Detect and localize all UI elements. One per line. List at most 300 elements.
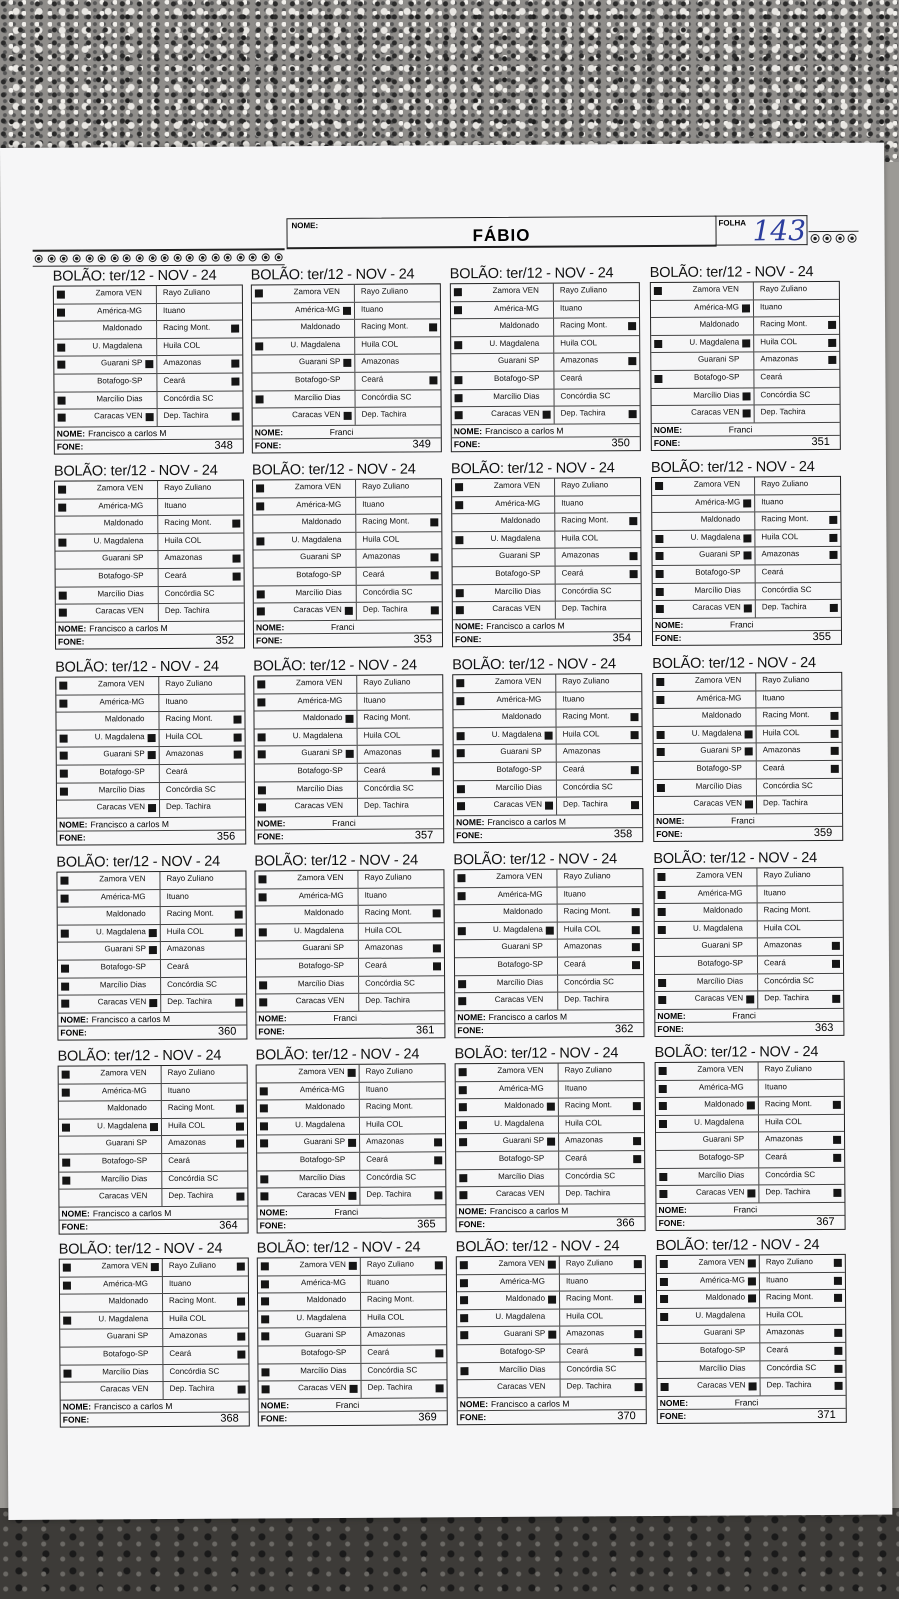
home-team-cell[interactable] bbox=[451, 319, 554, 336]
home-team-cell[interactable] bbox=[57, 872, 160, 889]
away-team-cell[interactable] bbox=[160, 729, 245, 746]
away-team-cell[interactable] bbox=[360, 1170, 445, 1187]
home-team-cell[interactable] bbox=[456, 1116, 559, 1133]
away-team-cell[interactable] bbox=[162, 1136, 247, 1153]
home-team-cell[interactable] bbox=[455, 922, 558, 939]
home-team-cell[interactable] bbox=[55, 409, 158, 426]
home-team-cell[interactable] bbox=[657, 1326, 760, 1343]
away-team-cell[interactable] bbox=[358, 728, 443, 745]
away-team-cell[interactable] bbox=[757, 778, 842, 795]
away-team-cell[interactable] bbox=[759, 1150, 844, 1167]
home-team-cell[interactable] bbox=[652, 548, 755, 565]
away-team-cell[interactable] bbox=[556, 674, 641, 691]
away-team-cell[interactable] bbox=[560, 1274, 645, 1291]
away-team-cell[interactable] bbox=[558, 939, 643, 956]
away-team-cell[interactable] bbox=[759, 1167, 844, 1184]
away-team-cell[interactable] bbox=[360, 1152, 445, 1169]
home-team-cell[interactable] bbox=[54, 321, 157, 338]
home-team-cell[interactable] bbox=[257, 1135, 360, 1152]
home-team-cell[interactable] bbox=[258, 1258, 361, 1275]
away-team-cell[interactable] bbox=[160, 872, 245, 889]
away-team-cell[interactable] bbox=[360, 1099, 445, 1116]
home-team-cell[interactable] bbox=[257, 1082, 360, 1099]
home-team-cell[interactable] bbox=[59, 1084, 162, 1101]
home-team-cell[interactable] bbox=[655, 904, 758, 921]
home-team-cell[interactable] bbox=[656, 1062, 759, 1079]
home-team-cell[interactable] bbox=[456, 1134, 559, 1151]
away-team-cell[interactable] bbox=[358, 746, 443, 763]
home-team-cell[interactable] bbox=[256, 994, 359, 1011]
away-team-cell[interactable] bbox=[161, 959, 246, 976]
away-team-cell[interactable] bbox=[158, 533, 243, 550]
home-team-cell[interactable] bbox=[256, 959, 359, 976]
home-team-cell[interactable] bbox=[253, 533, 356, 550]
away-team-cell[interactable] bbox=[756, 565, 841, 582]
home-team-cell[interactable] bbox=[656, 1168, 759, 1185]
away-team-cell[interactable] bbox=[559, 1063, 644, 1080]
away-team-cell[interactable] bbox=[355, 337, 440, 354]
home-team-cell[interactable] bbox=[253, 497, 356, 514]
away-team-cell[interactable] bbox=[361, 1310, 446, 1327]
home-team-cell[interactable] bbox=[253, 480, 356, 497]
home-team-cell[interactable] bbox=[657, 1273, 760, 1290]
home-team-cell[interactable] bbox=[654, 779, 757, 796]
away-team-cell[interactable] bbox=[554, 336, 639, 353]
home-team-cell[interactable] bbox=[458, 1380, 561, 1397]
away-team-cell[interactable] bbox=[359, 941, 444, 958]
away-team-cell[interactable] bbox=[560, 1309, 645, 1326]
away-team-cell[interactable] bbox=[555, 496, 640, 513]
home-team-cell[interactable] bbox=[457, 1327, 560, 1344]
home-team-cell[interactable] bbox=[254, 711, 357, 728]
home-team-cell[interactable] bbox=[252, 338, 355, 355]
away-team-cell[interactable] bbox=[558, 904, 643, 921]
away-team-cell[interactable] bbox=[158, 516, 243, 533]
home-team-cell[interactable] bbox=[655, 886, 758, 903]
home-team-cell[interactable] bbox=[652, 513, 755, 530]
home-team-cell[interactable] bbox=[657, 1361, 760, 1378]
home-team-cell[interactable] bbox=[657, 1308, 760, 1325]
away-team-cell[interactable] bbox=[754, 370, 839, 387]
home-team-cell[interactable] bbox=[653, 709, 756, 726]
home-team-cell[interactable] bbox=[451, 372, 554, 389]
home-team-cell[interactable] bbox=[254, 585, 357, 602]
home-team-cell[interactable] bbox=[54, 374, 157, 391]
away-team-cell[interactable] bbox=[359, 976, 444, 993]
away-team-cell[interactable] bbox=[757, 761, 842, 778]
away-team-cell[interactable] bbox=[356, 407, 441, 424]
home-team-cell[interactable] bbox=[55, 551, 158, 568]
home-team-cell[interactable] bbox=[255, 799, 358, 816]
home-team-cell[interactable] bbox=[252, 373, 355, 390]
home-team-cell[interactable] bbox=[60, 1312, 163, 1329]
home-team-cell[interactable] bbox=[258, 1346, 361, 1363]
home-team-cell[interactable] bbox=[258, 1293, 361, 1310]
home-team-cell[interactable] bbox=[654, 868, 757, 885]
away-team-cell[interactable] bbox=[159, 694, 244, 711]
away-team-cell[interactable] bbox=[157, 373, 242, 390]
home-team-cell[interactable] bbox=[59, 1172, 162, 1189]
home-team-cell[interactable] bbox=[254, 603, 357, 620]
home-team-cell[interactable] bbox=[651, 388, 754, 405]
away-team-cell[interactable] bbox=[757, 726, 842, 743]
away-team-cell[interactable] bbox=[358, 763, 443, 780]
away-team-cell[interactable] bbox=[157, 338, 242, 355]
away-team-cell[interactable] bbox=[560, 1256, 645, 1273]
home-team-cell[interactable] bbox=[451, 389, 554, 406]
home-team-cell[interactable] bbox=[453, 567, 556, 584]
home-team-cell[interactable] bbox=[259, 1381, 362, 1398]
away-team-cell[interactable] bbox=[755, 530, 840, 547]
away-team-cell[interactable] bbox=[157, 356, 242, 373]
away-team-cell[interactable] bbox=[754, 299, 839, 316]
away-team-cell[interactable] bbox=[554, 353, 639, 370]
home-team-cell[interactable] bbox=[56, 712, 159, 729]
home-team-cell[interactable] bbox=[455, 887, 558, 904]
away-team-cell[interactable] bbox=[357, 675, 442, 692]
home-team-cell[interactable] bbox=[55, 499, 158, 516]
home-team-cell[interactable] bbox=[454, 763, 557, 780]
away-team-cell[interactable] bbox=[361, 1328, 446, 1345]
away-team-cell[interactable] bbox=[755, 494, 840, 511]
home-team-cell[interactable] bbox=[456, 1064, 559, 1081]
home-team-cell[interactable] bbox=[657, 1255, 760, 1272]
away-team-cell[interactable] bbox=[158, 498, 243, 515]
away-team-cell[interactable] bbox=[360, 1117, 445, 1134]
home-team-cell[interactable] bbox=[59, 1136, 162, 1153]
home-team-cell[interactable] bbox=[454, 727, 557, 744]
home-team-cell[interactable] bbox=[656, 1186, 759, 1203]
away-team-cell[interactable] bbox=[359, 905, 444, 922]
away-team-cell[interactable] bbox=[561, 1379, 646, 1396]
away-team-cell[interactable] bbox=[361, 1257, 446, 1274]
away-team-cell[interactable] bbox=[558, 992, 643, 1009]
away-team-cell[interactable] bbox=[759, 1185, 844, 1202]
away-team-cell[interactable] bbox=[359, 888, 444, 905]
away-team-cell[interactable] bbox=[756, 708, 841, 725]
home-team-cell[interactable] bbox=[58, 942, 161, 959]
away-team-cell[interactable] bbox=[759, 1115, 844, 1132]
away-team-cell[interactable] bbox=[756, 582, 841, 599]
home-team-cell[interactable] bbox=[451, 336, 554, 353]
home-team-cell[interactable] bbox=[457, 1345, 560, 1362]
away-team-cell[interactable] bbox=[356, 550, 441, 567]
home-team-cell[interactable] bbox=[256, 941, 359, 958]
away-team-cell[interactable] bbox=[760, 1360, 845, 1377]
away-team-cell[interactable] bbox=[158, 551, 243, 568]
home-team-cell[interactable] bbox=[59, 1189, 162, 1206]
away-team-cell[interactable] bbox=[755, 512, 840, 529]
home-team-cell[interactable] bbox=[455, 975, 558, 992]
away-team-cell[interactable] bbox=[356, 532, 441, 549]
away-team-cell[interactable] bbox=[755, 405, 840, 422]
away-team-cell[interactable] bbox=[757, 868, 842, 885]
away-team-cell[interactable] bbox=[163, 1276, 248, 1293]
home-team-cell[interactable] bbox=[454, 780, 557, 797]
home-team-cell[interactable] bbox=[257, 1188, 360, 1205]
home-team-cell[interactable] bbox=[657, 1343, 760, 1360]
home-team-cell[interactable] bbox=[56, 695, 159, 712]
home-team-cell[interactable] bbox=[456, 1169, 559, 1186]
away-team-cell[interactable] bbox=[162, 1101, 247, 1118]
away-team-cell[interactable] bbox=[357, 602, 442, 619]
home-team-cell[interactable] bbox=[656, 1098, 759, 1115]
away-team-cell[interactable] bbox=[359, 958, 444, 975]
home-team-cell[interactable] bbox=[452, 514, 555, 531]
home-team-cell[interactable] bbox=[252, 302, 355, 319]
home-team-cell[interactable] bbox=[257, 1118, 360, 1135]
home-team-cell[interactable] bbox=[55, 534, 158, 551]
home-team-cell[interactable] bbox=[57, 800, 160, 817]
away-team-cell[interactable] bbox=[358, 798, 443, 815]
away-team-cell[interactable] bbox=[359, 993, 444, 1010]
away-team-cell[interactable] bbox=[159, 568, 244, 585]
away-team-cell[interactable] bbox=[555, 478, 640, 495]
home-team-cell[interactable] bbox=[452, 496, 555, 513]
away-team-cell[interactable] bbox=[161, 889, 246, 906]
home-team-cell[interactable] bbox=[54, 304, 157, 321]
home-team-cell[interactable] bbox=[258, 1311, 361, 1328]
away-team-cell[interactable] bbox=[554, 371, 639, 388]
home-team-cell[interactable] bbox=[253, 515, 356, 532]
away-team-cell[interactable] bbox=[356, 497, 441, 514]
home-team-cell[interactable] bbox=[60, 1259, 163, 1276]
away-team-cell[interactable] bbox=[163, 1364, 248, 1381]
home-team-cell[interactable] bbox=[654, 797, 757, 814]
home-team-cell[interactable] bbox=[60, 1347, 163, 1364]
away-team-cell[interactable] bbox=[357, 567, 442, 584]
home-team-cell[interactable] bbox=[54, 339, 157, 356]
away-team-cell[interactable] bbox=[357, 710, 442, 727]
away-team-cell[interactable] bbox=[560, 1344, 645, 1361]
home-team-cell[interactable] bbox=[55, 481, 158, 498]
away-team-cell[interactable] bbox=[157, 391, 242, 408]
home-team-cell[interactable] bbox=[56, 587, 159, 604]
away-team-cell[interactable] bbox=[555, 531, 640, 548]
home-team-cell[interactable] bbox=[653, 565, 756, 582]
home-team-cell[interactable] bbox=[452, 407, 555, 424]
home-team-cell[interactable] bbox=[58, 978, 161, 995]
away-team-cell[interactable] bbox=[361, 1292, 446, 1309]
away-team-cell[interactable] bbox=[760, 1272, 845, 1289]
home-team-cell[interactable] bbox=[256, 924, 359, 941]
home-team-cell[interactable] bbox=[655, 992, 758, 1009]
away-team-cell[interactable] bbox=[760, 1325, 845, 1342]
away-team-cell[interactable] bbox=[162, 1171, 247, 1188]
home-team-cell[interactable] bbox=[655, 956, 758, 973]
home-team-cell[interactable] bbox=[651, 353, 754, 370]
home-team-cell[interactable] bbox=[58, 925, 161, 942]
home-team-cell[interactable] bbox=[255, 764, 358, 781]
away-team-cell[interactable] bbox=[554, 318, 639, 335]
away-team-cell[interactable] bbox=[556, 566, 641, 583]
home-team-cell[interactable] bbox=[57, 730, 160, 747]
home-team-cell[interactable] bbox=[454, 870, 557, 887]
home-team-cell[interactable] bbox=[452, 549, 555, 566]
away-team-cell[interactable] bbox=[361, 1345, 446, 1362]
away-team-cell[interactable] bbox=[162, 1066, 247, 1083]
away-team-cell[interactable] bbox=[162, 1118, 247, 1135]
away-team-cell[interactable] bbox=[759, 1079, 844, 1096]
home-team-cell[interactable] bbox=[257, 1065, 360, 1082]
away-team-cell[interactable] bbox=[356, 479, 441, 496]
away-team-cell[interactable] bbox=[359, 923, 444, 940]
home-team-cell[interactable] bbox=[60, 1294, 163, 1311]
away-team-cell[interactable] bbox=[556, 584, 641, 601]
home-team-cell[interactable] bbox=[60, 1365, 163, 1382]
home-team-cell[interactable] bbox=[653, 601, 756, 618]
away-team-cell[interactable] bbox=[557, 762, 642, 779]
away-team-cell[interactable] bbox=[161, 924, 246, 941]
away-team-cell[interactable] bbox=[557, 869, 642, 886]
home-team-cell[interactable] bbox=[61, 1382, 164, 1399]
away-team-cell[interactable] bbox=[557, 780, 642, 797]
away-team-cell[interactable] bbox=[754, 335, 839, 352]
away-team-cell[interactable] bbox=[557, 797, 642, 814]
home-team-cell[interactable] bbox=[252, 320, 355, 337]
home-team-cell[interactable] bbox=[54, 286, 157, 303]
away-team-cell[interactable] bbox=[355, 355, 440, 372]
away-team-cell[interactable] bbox=[158, 409, 243, 426]
home-team-cell[interactable] bbox=[454, 798, 557, 815]
away-team-cell[interactable] bbox=[756, 673, 841, 690]
home-team-cell[interactable] bbox=[457, 1257, 560, 1274]
home-team-cell[interactable] bbox=[654, 761, 757, 778]
away-team-cell[interactable] bbox=[756, 600, 841, 617]
away-team-cell[interactable] bbox=[757, 796, 842, 813]
away-team-cell[interactable] bbox=[758, 938, 843, 955]
away-team-cell[interactable] bbox=[157, 321, 242, 338]
away-team-cell[interactable] bbox=[759, 1097, 844, 1114]
home-team-cell[interactable] bbox=[57, 765, 160, 782]
home-team-cell[interactable] bbox=[57, 783, 160, 800]
away-team-cell[interactable] bbox=[554, 389, 639, 406]
home-team-cell[interactable] bbox=[457, 1292, 560, 1309]
away-team-cell[interactable] bbox=[554, 301, 639, 318]
away-team-cell[interactable] bbox=[360, 1135, 445, 1152]
away-team-cell[interactable] bbox=[357, 693, 442, 710]
home-team-cell[interactable] bbox=[651, 335, 754, 352]
away-team-cell[interactable] bbox=[162, 1189, 247, 1206]
away-team-cell[interactable] bbox=[760, 1343, 845, 1360]
away-team-cell[interactable] bbox=[556, 692, 641, 709]
home-team-cell[interactable] bbox=[456, 1152, 559, 1169]
away-team-cell[interactable] bbox=[560, 1362, 645, 1379]
away-team-cell[interactable] bbox=[160, 747, 245, 764]
away-team-cell[interactable] bbox=[760, 1290, 845, 1307]
away-team-cell[interactable] bbox=[161, 907, 246, 924]
home-team-cell[interactable] bbox=[253, 408, 356, 425]
home-team-cell[interactable] bbox=[653, 691, 756, 708]
away-team-cell[interactable] bbox=[559, 1133, 644, 1150]
home-team-cell[interactable] bbox=[60, 1329, 163, 1346]
away-team-cell[interactable] bbox=[163, 1329, 248, 1346]
away-team-cell[interactable] bbox=[362, 1380, 447, 1397]
home-team-cell[interactable] bbox=[656, 1080, 759, 1097]
home-team-cell[interactable] bbox=[453, 692, 556, 709]
home-team-cell[interactable] bbox=[59, 1101, 162, 1118]
home-team-cell[interactable] bbox=[456, 1081, 559, 1098]
home-team-cell[interactable] bbox=[654, 726, 757, 743]
away-team-cell[interactable] bbox=[556, 709, 641, 726]
home-team-cell[interactable] bbox=[457, 1362, 560, 1379]
away-team-cell[interactable] bbox=[555, 548, 640, 565]
home-team-cell[interactable] bbox=[254, 568, 357, 585]
away-team-cell[interactable] bbox=[560, 1291, 645, 1308]
home-team-cell[interactable] bbox=[254, 693, 357, 710]
home-team-cell[interactable] bbox=[652, 406, 755, 423]
away-team-cell[interactable] bbox=[555, 406, 640, 423]
away-team-cell[interactable] bbox=[757, 743, 842, 760]
home-team-cell[interactable] bbox=[652, 477, 755, 494]
away-team-cell[interactable] bbox=[755, 547, 840, 564]
away-team-cell[interactable] bbox=[361, 1275, 446, 1292]
away-team-cell[interactable] bbox=[158, 481, 243, 498]
home-team-cell[interactable] bbox=[252, 355, 355, 372]
away-team-cell[interactable] bbox=[157, 303, 242, 320]
home-team-cell[interactable] bbox=[255, 729, 358, 746]
away-team-cell[interactable] bbox=[556, 601, 641, 618]
away-team-cell[interactable] bbox=[558, 957, 643, 974]
away-team-cell[interactable] bbox=[756, 690, 841, 707]
away-team-cell[interactable] bbox=[759, 1132, 844, 1149]
away-team-cell[interactable] bbox=[163, 1346, 248, 1363]
home-team-cell[interactable] bbox=[255, 781, 358, 798]
away-team-cell[interactable] bbox=[355, 302, 440, 319]
away-team-cell[interactable] bbox=[355, 284, 440, 301]
home-team-cell[interactable] bbox=[453, 584, 556, 601]
away-team-cell[interactable] bbox=[163, 1311, 248, 1328]
away-team-cell[interactable] bbox=[161, 942, 246, 959]
away-team-cell[interactable] bbox=[759, 1062, 844, 1079]
home-team-cell[interactable] bbox=[257, 1100, 360, 1117]
home-team-cell[interactable] bbox=[56, 604, 159, 621]
home-team-cell[interactable] bbox=[455, 905, 558, 922]
home-team-cell[interactable] bbox=[256, 906, 359, 923]
away-team-cell[interactable] bbox=[559, 1169, 644, 1186]
home-team-cell[interactable] bbox=[452, 531, 555, 548]
away-team-cell[interactable] bbox=[159, 604, 244, 621]
home-team-cell[interactable] bbox=[54, 392, 157, 409]
home-team-cell[interactable] bbox=[252, 390, 355, 407]
home-team-cell[interactable] bbox=[651, 318, 754, 335]
home-team-cell[interactable] bbox=[252, 285, 355, 302]
away-team-cell[interactable] bbox=[755, 477, 840, 494]
away-team-cell[interactable] bbox=[761, 1378, 846, 1395]
away-team-cell[interactable] bbox=[356, 514, 441, 531]
home-team-cell[interactable] bbox=[58, 907, 161, 924]
away-team-cell[interactable] bbox=[558, 887, 643, 904]
home-team-cell[interactable] bbox=[453, 602, 556, 619]
away-team-cell[interactable] bbox=[360, 1064, 445, 1081]
home-team-cell[interactable] bbox=[452, 479, 555, 496]
home-team-cell[interactable] bbox=[453, 675, 556, 692]
home-team-cell[interactable] bbox=[451, 301, 554, 318]
home-team-cell[interactable] bbox=[657, 1291, 760, 1308]
home-team-cell[interactable] bbox=[453, 710, 556, 727]
away-team-cell[interactable] bbox=[554, 283, 639, 300]
home-team-cell[interactable] bbox=[654, 744, 757, 761]
home-team-cell[interactable] bbox=[255, 746, 358, 763]
away-team-cell[interactable] bbox=[754, 387, 839, 404]
home-team-cell[interactable] bbox=[456, 1099, 559, 1116]
home-team-cell[interactable] bbox=[455, 958, 558, 975]
away-team-cell[interactable] bbox=[161, 995, 246, 1012]
away-team-cell[interactable] bbox=[557, 727, 642, 744]
home-team-cell[interactable] bbox=[258, 1328, 361, 1345]
home-team-cell[interactable] bbox=[655, 939, 758, 956]
away-team-cell[interactable] bbox=[161, 977, 246, 994]
